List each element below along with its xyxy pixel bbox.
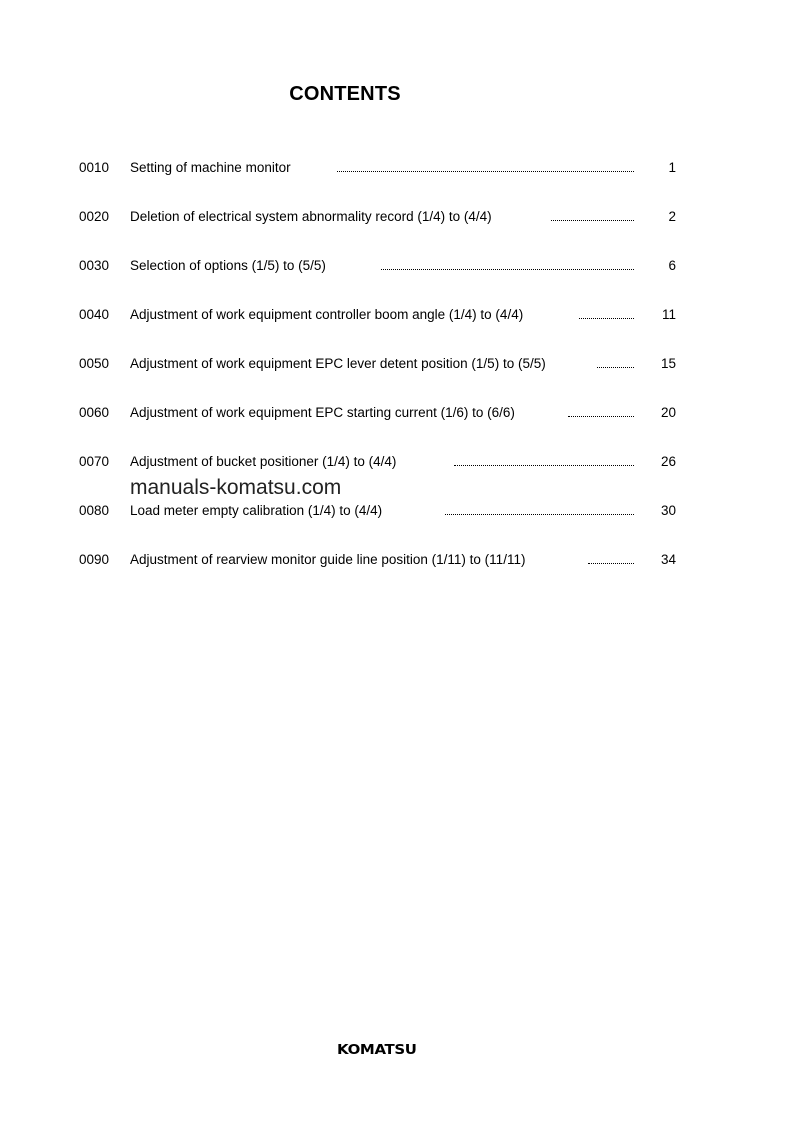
entry-title[interactable]: Adjustment of bucket positioner (1/4) to (4/4)	[130, 454, 397, 469]
entry-code: 0020	[79, 209, 110, 224]
entry-title[interactable]: Setting of machine monitor	[130, 160, 291, 175]
entry-title[interactable]: Adjustment of work equipment EPC lever detent position (1/5) to (5/5)	[130, 356, 546, 371]
toc-entry[interactable]	[0, 160, 794, 180]
entry-title[interactable]: Load meter empty calibration (1/4) to (4/4)	[130, 503, 383, 518]
entry-page: 11	[661, 307, 676, 322]
page-title: CONTENTS	[289, 83, 401, 105]
entry-page: 6	[668, 258, 676, 273]
toc-entry[interactable]	[0, 356, 794, 376]
toc-entry[interactable]	[0, 405, 794, 425]
watermark: manuals-komatsu.com	[130, 476, 342, 499]
toc-entry[interactable]	[0, 258, 794, 278]
entry-page: 15	[660, 356, 676, 371]
entry-code: 0090	[79, 552, 110, 567]
komatsu-logo: KOMATSU	[337, 1043, 417, 1058]
dot-leader	[337, 171, 634, 172]
toc-entry[interactable]	[0, 503, 794, 523]
entry-title[interactable]: Deletion of electrical system abnormality record (1/4) to (4/4)	[130, 209, 492, 224]
entry-page: 20	[660, 405, 676, 420]
entry-code: 0070	[79, 454, 110, 469]
toc-entry[interactable]	[0, 454, 794, 474]
entry-page: 1	[668, 160, 676, 175]
entry-code: 0040	[79, 307, 110, 322]
entry-code: 0010	[79, 160, 110, 175]
entry-page: 26	[660, 454, 676, 469]
entry-title[interactable]: Adjustment of rearview monitor guide line position (1/11) to (11/11)	[130, 552, 526, 567]
toc-entry[interactable]	[0, 209, 794, 229]
entry-title[interactable]: Adjustment of work equipment EPC starting current (1/6) to (6/6)	[130, 405, 515, 420]
toc-entry[interactable]	[0, 307, 794, 327]
entry-code: 0080	[79, 503, 110, 518]
entry-title[interactable]: Selection of options (1/5) to (5/5)	[130, 258, 326, 273]
dot-leader	[445, 514, 634, 515]
entry-page: 34	[660, 552, 676, 567]
toc-entry[interactable]	[0, 552, 794, 572]
dot-leader	[568, 416, 634, 417]
entry-code: 0030	[79, 258, 110, 273]
dot-leader	[597, 367, 634, 368]
entry-page: 30	[660, 503, 676, 518]
dot-leader	[579, 318, 634, 319]
dot-leader	[551, 220, 634, 221]
dot-leader	[588, 563, 634, 564]
dot-leader	[454, 465, 634, 466]
entry-title[interactable]: Adjustment of work equipment controller boom angle (1/4) to (4/4)	[130, 307, 524, 322]
dot-leader	[381, 269, 634, 270]
entry-code: 0050	[79, 356, 110, 371]
entry-page: 2	[668, 209, 676, 224]
entry-code: 0060	[79, 405, 110, 420]
